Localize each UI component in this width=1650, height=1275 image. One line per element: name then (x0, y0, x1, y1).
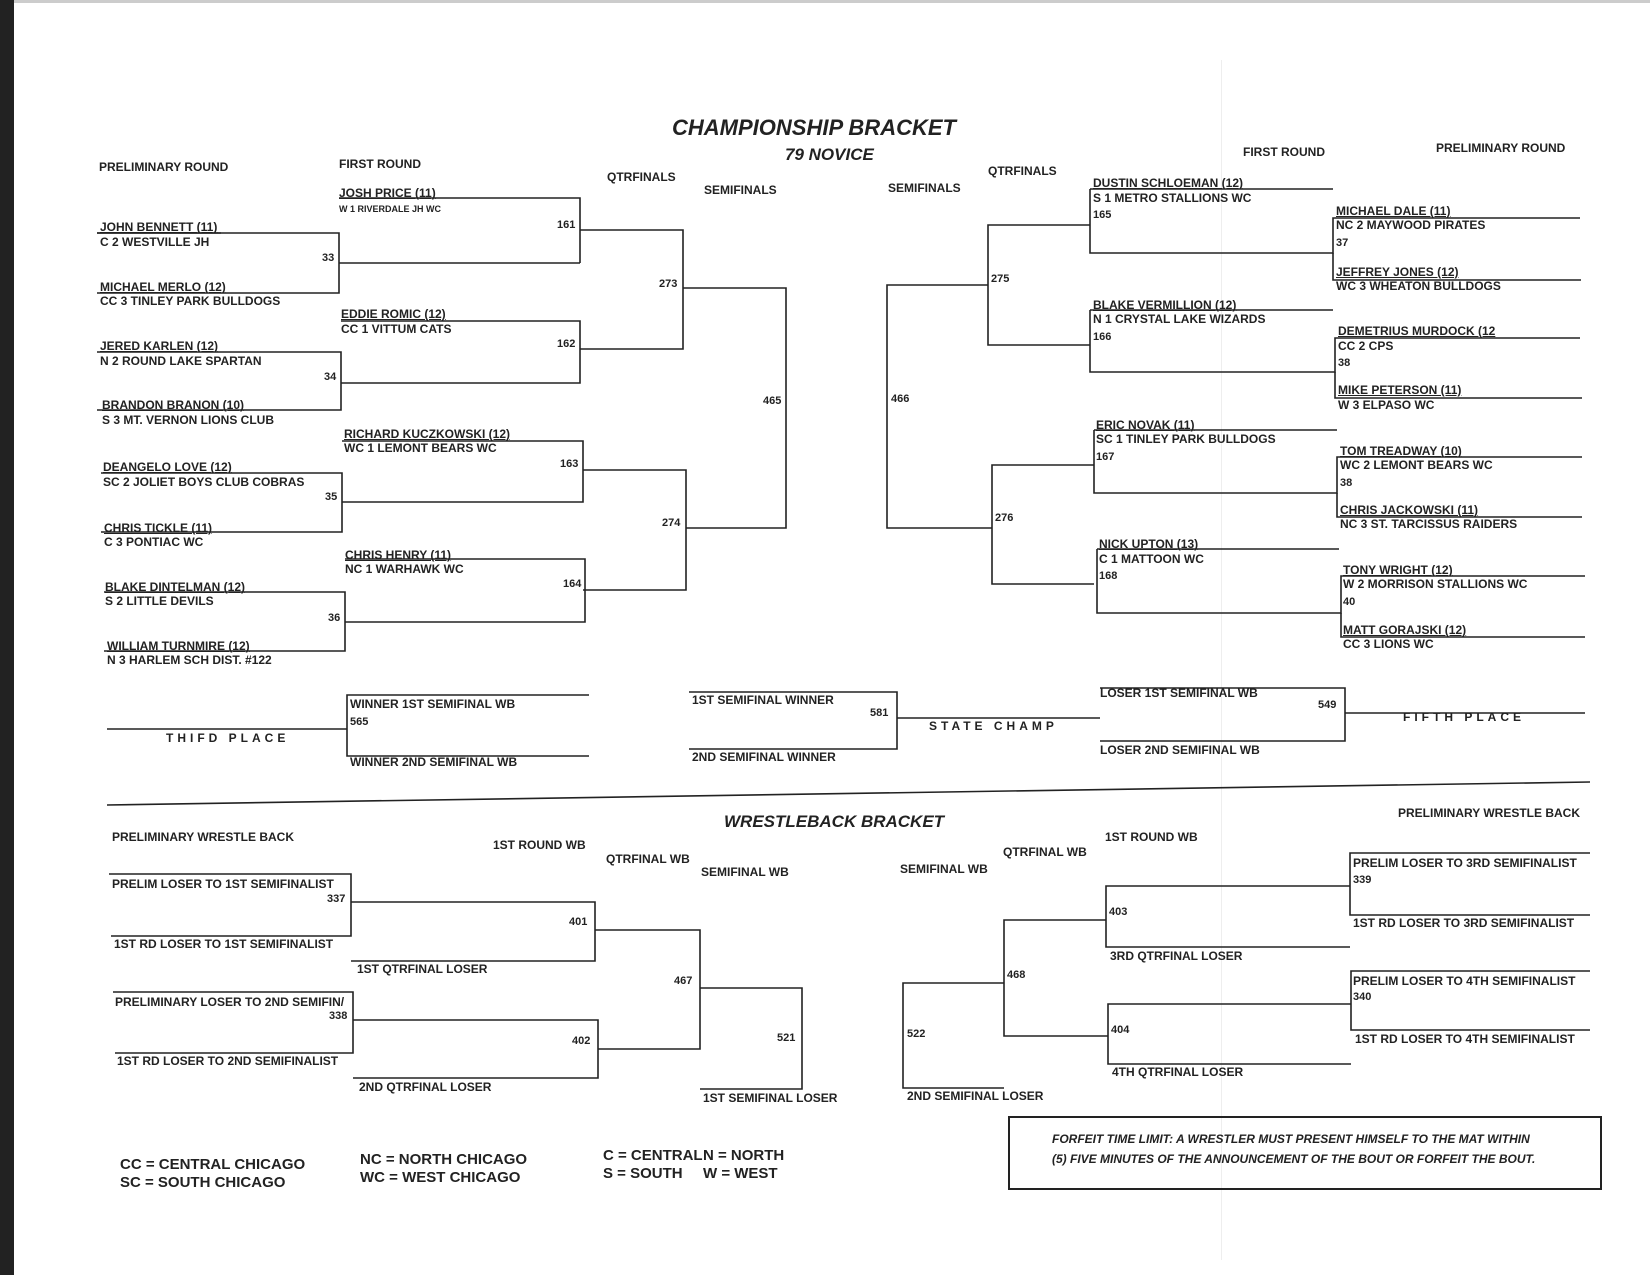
wb-slot: PRELIM LOSER TO 4TH SEMIFINALIST (1353, 974, 1576, 988)
wrestler-name: DUSTIN SCHLOEMAN (12) (1093, 176, 1244, 190)
wrestler-name: MICHAEL DALE (11) (1336, 204, 1451, 218)
legend-cc: CC = CENTRAL CHICAGO (120, 1156, 306, 1173)
bout-number: 40 (1343, 596, 1356, 608)
wrestler-team: CC 3 TINLEY PARK BULLDOGS (100, 294, 281, 308)
round-header: SEMIFINALS (888, 181, 961, 195)
wrestler-name: BRANDON BRANON (10) (102, 398, 245, 412)
wrestler-name: BLAKE VERMILLION (12) (1093, 298, 1237, 312)
wrestler-name: NICK UPTON (13) (1099, 537, 1199, 551)
bout-number: 521 (777, 1032, 796, 1044)
round-header: SEMIFINALS (704, 183, 777, 197)
wrestler-name: BLAKE DINTELMAN (12) (105, 580, 245, 594)
bout-number: 168 (1099, 570, 1118, 582)
round-header: PRELIMINARY WRESTLE BACK (112, 830, 295, 844)
round-header: QTRFINALS (988, 164, 1057, 178)
bout-number: 161 (557, 219, 576, 231)
wrestler-name: MIKE PETERSON (11) (1338, 383, 1462, 397)
wrestler-name: CHRIS JACKOWSKI (11) (1340, 503, 1479, 517)
round-header: 1ST ROUND WB (1105, 830, 1198, 844)
bout-number: 35 (325, 491, 338, 503)
wrestler-name: MICHAEL MERLO (12) (100, 280, 226, 294)
wrestler-name: DEANGELO LOVE (12) (103, 460, 232, 474)
wrestler-name: JOSH PRICE (11) (339, 186, 436, 200)
wb-slot: PRELIM LOSER TO 3RD SEMIFINALIST (1353, 856, 1577, 870)
round-header: QTRFINALS (607, 170, 676, 184)
legend-s: S = SOUTH (603, 1165, 683, 1182)
legend-sc: SC = SOUTH CHICAGO (120, 1174, 286, 1191)
wrestler-team: SC 2 JOLIET BOYS CLUB COBRAS (103, 475, 305, 489)
bout-number: 33 (322, 252, 335, 264)
wrestler-name: RICHARD KUCZKOWSKI (12) (344, 427, 510, 441)
round-header: PRELIMINARY ROUND (1436, 141, 1566, 155)
wb-slot: 2ND QTRFINAL LOSER (359, 1080, 492, 1094)
bout-number: 401 (569, 916, 588, 928)
round-header: FIRST ROUND (1243, 145, 1325, 159)
wb-slot: PRELIMINARY LOSER TO 2ND SEMIFIN/ (115, 995, 345, 1009)
state-champ-label: STATE CHAMP (929, 719, 1058, 733)
bout-number: 167 (1096, 451, 1115, 463)
wrestler-name: JEFFREY JONES (12) (1336, 265, 1459, 279)
bout-number: 402 (572, 1035, 591, 1047)
wb-slot: 1ST RD LOSER TO 2ND SEMIFINALIST (117, 1054, 339, 1068)
bout-number: 165 (1093, 209, 1112, 221)
bout-number: 467 (674, 975, 693, 987)
wrestler-team: C 3 PONTIAC WC (104, 535, 204, 549)
placement-label: WINNER 2ND SEMIFINAL WB (350, 755, 518, 769)
bout-number: 276 (995, 512, 1014, 524)
wrestler-name: TOM TREADWAY (10) (1340, 444, 1462, 458)
legend-nc: NC = NORTH CHICAGO (360, 1151, 528, 1168)
wrestler-team: CC 3 LIONS WC (1343, 637, 1434, 651)
wrestler-team: C 1 MATTOON WC (1099, 552, 1204, 566)
round-header: QTRFINAL WB (1003, 845, 1087, 859)
bout-number: 403 (1109, 906, 1128, 918)
bout-number: 164 (563, 578, 582, 590)
bout-number: 337 (327, 893, 346, 905)
wrestler-name: CHRIS HENRY (11) (345, 548, 452, 562)
bout-number: 36 (328, 612, 341, 624)
bout-number: 465 (763, 395, 782, 407)
round-header: QTRFINAL WB (606, 852, 690, 866)
wrestler-team: CC 2 CPS (1338, 339, 1394, 353)
bout-number: 166 (1093, 331, 1112, 343)
round-header: SEMIFINAL WB (900, 862, 988, 876)
round-header: PRELIMINARY ROUND (99, 160, 229, 174)
round-header: FIRST ROUND (339, 157, 421, 171)
placement-label: WINNER 1ST SEMIFINAL WB (350, 697, 516, 711)
bout-number: 37 (1336, 237, 1349, 249)
placement-label: LOSER 2ND SEMIFINAL WB (1100, 743, 1260, 757)
wrestler-team: NC 2 MAYWOOD PIRATES (1336, 218, 1486, 232)
wrestler-team: WC 2 LEMONT BEARS WC (1340, 458, 1493, 472)
wrestler-name: MATT GORAJSKI (12) (1343, 623, 1467, 637)
wrestler-team: N 2 ROUND LAKE SPARTAN (100, 354, 262, 368)
forfeit-note-line: FORFEIT TIME LIMIT: A WRESTLER MUST PRESENT HIMSELF TO THE MAT WITHIN (1052, 1132, 1530, 1146)
bout-number: 466 (891, 393, 910, 405)
wrestler-team: SC 1 TINLEY PARK BULLDOGS (1096, 432, 1276, 446)
wrestler-name: DEMETRIUS MURDOCK (12 (1338, 324, 1496, 338)
wrestler-name: WILLIAM TURNMIRE (12) (107, 639, 250, 653)
wb-slot: 1ST RD LOSER TO 4TH SEMIFINALIST (1355, 1032, 1575, 1046)
bout-number: 38 (1340, 477, 1353, 489)
bout-number: 404 (1111, 1024, 1130, 1036)
wrestler-name: EDDIE ROMIC (12) (341, 307, 446, 321)
legend-n: N = NORTH (703, 1147, 785, 1164)
wrestler-team: WC 3 WHEATON BULLDOGS (1336, 279, 1501, 293)
bout-number: 565 (350, 716, 369, 728)
wb-slot: 1ST RD LOSER TO 1ST SEMIFINALIST (114, 937, 334, 951)
placement-label: 1ST SEMIFINAL WINNER (692, 693, 834, 707)
wrestler-name: JERED KARLEN (12) (100, 339, 219, 353)
bout-number: 522 (907, 1028, 926, 1040)
wrestler-team: S 2 LITTLE DEVILS (105, 594, 214, 608)
wrestler-team: C 2 WESTVILLE JH (100, 235, 210, 249)
third-place-label: THIFD PLACE (166, 731, 290, 745)
bout-number: 340 (1353, 991, 1372, 1003)
wrestler-team: NC 1 WARHAWK WC (345, 562, 464, 576)
wrestleback-title: WRESTLEBACK BRACKET (724, 812, 945, 831)
bout-number: 274 (662, 517, 681, 529)
wrestler-team: WC 1 LEMONT BEARS WC (344, 441, 497, 455)
wrestler-team: N 3 HARLEM SCH DIST. #122 (107, 653, 272, 667)
bout-number: 273 (659, 278, 678, 290)
fifth-place-label: FIFTH PLACE (1403, 710, 1525, 724)
wb-slot: 4TH QTRFINAL LOSER (1112, 1065, 1244, 1079)
round-header: 1ST ROUND WB (493, 838, 586, 852)
page-title: CHAMPIONSHIP BRACKET (672, 115, 956, 140)
placement-label: LOSER 1ST SEMIFINAL WB (1100, 686, 1258, 700)
wrestler-team: N 1 CRYSTAL LAKE WIZARDS (1093, 312, 1266, 326)
wb-slot: 2ND SEMIFINAL LOSER (907, 1089, 1044, 1103)
wb-slot: PRELIM LOSER TO 1ST SEMIFINALIST (112, 877, 334, 891)
page-subtitle: 79 NOVICE (785, 145, 874, 164)
bout-number: 339 (1353, 874, 1372, 886)
placement-label: 2ND SEMIFINAL WINNER (692, 750, 836, 764)
legend-wc: WC = WEST CHICAGO (360, 1169, 521, 1186)
wb-slot: 1ST RD LOSER TO 3RD SEMIFINALIST (1353, 916, 1575, 930)
wrestler-team: S 3 MT. VERNON LIONS CLUB (102, 413, 275, 427)
wrestler-team: W 2 MORRISON STALLIONS WC (1343, 577, 1528, 591)
wb-slot: 1ST QTRFINAL LOSER (357, 962, 488, 976)
bout-number: 275 (991, 273, 1010, 285)
round-header: PRELIMINARY WRESTLE BACK (1398, 806, 1581, 820)
bout-number: 38 (1338, 357, 1351, 369)
wrestler-team: W 1 RIVERDALE JH WC (339, 204, 442, 214)
wrestler-name: TONY WRIGHT (12) (1343, 563, 1453, 577)
wrestler-name: CHRIS TICKLE (11) (104, 521, 213, 535)
wrestler-name: JOHN BENNETT (11) (100, 220, 218, 234)
wrestler-team: S 1 METRO STALLIONS WC (1093, 191, 1252, 205)
bout-number: 338 (329, 1010, 348, 1022)
wrestler-team: CC 1 VITTUM CATS (341, 322, 452, 336)
bout-number: 162 (557, 338, 576, 350)
legend-c: C = CENTRAL (603, 1147, 703, 1164)
legend-w: W = WEST (703, 1165, 778, 1182)
wrestler-team: W 3 ELPASO WC (1338, 398, 1435, 412)
round-header: SEMIFINAL WB (701, 865, 789, 879)
wrestler-team: NC 3 ST. TARCISSUS RAIDERS (1340, 517, 1518, 531)
wb-slot: 3RD QTRFINAL LOSER (1110, 949, 1243, 963)
bout-number: 34 (324, 371, 337, 383)
wb-slot: 1ST SEMIFINAL LOSER (703, 1091, 838, 1105)
bout-number: 163 (560, 458, 579, 470)
bout-number: 581 (870, 707, 889, 719)
forfeit-note-line: (5) FIVE MINUTES OF THE ANNOUNCEMENT OF THE BOUT OR FORFEIT THE BOUT. (1052, 1152, 1536, 1166)
bout-number: 549 (1318, 699, 1337, 711)
bout-number: 468 (1007, 969, 1026, 981)
wrestler-name: ERIC NOVAK (11) (1096, 418, 1195, 432)
